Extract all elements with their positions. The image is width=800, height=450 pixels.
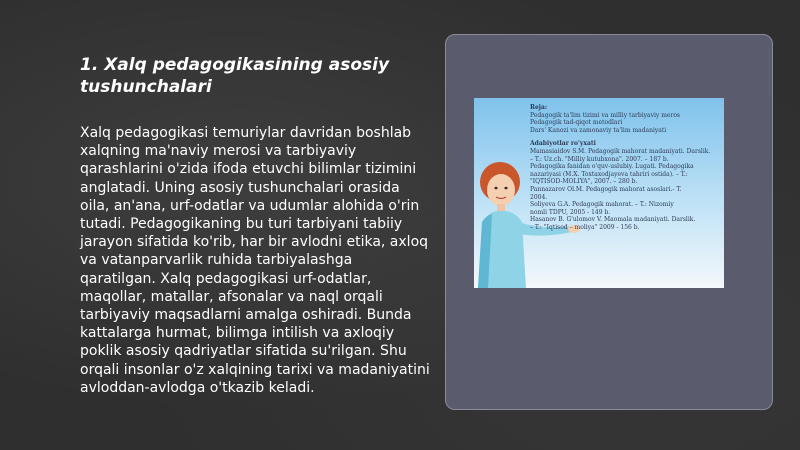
doc-line: – T.: "Iqtisod – moliya" 2009 - 156 b.: [530, 223, 640, 231]
doc-line: nazariyasi (M.X. Toxtaxodjayeva tahriri ostida). – T.:: [530, 170, 688, 178]
doc-line: Pedagogik ta'lim tizimi va milliy tarbiyaviy meros: [530, 111, 681, 119]
slide-title: 1. Xalq pedagogikasining asosiy tushunchalari: [80, 55, 390, 97]
doc-line: Pedagogik tad-qiqot metodlari: [530, 119, 623, 127]
doc-line: nomli TDPU, 2005 - 149 b.: [530, 208, 611, 216]
slide-body-text: Xalq pedagogikasi temuriylar davridan boshlab xalqning ma'naviy merosi va tarbiyaviy qarashlarini o'zida ifoda etuvchi bilimlar tizimini anglatadi. Uning asosiy tushunchalari orasida oila, an'ana, urf-odatlar va udumlar alohida o'rin tutadi. Pedagogikaning bu turi tarbiyani tabiiy jarayon sifatida ko'rib, har bir avlodni etika, axloq va vatanparvarlik ruhida tarbiyalashga qaratilgan. Xalq pedagogikasi urf-odatlar, maqollar, matallar, afsonalar va naql orqali tarbiyaviy maqsadlarni amalga oshiradi. Bunda kattalarga hurmat, bilimga intilish va axloqiy poklik asosiy qadriyatlar sifatida su'rilgan. Shu orqali insonlar o'z xalqining tarixi va madaniyatini avloddan-avlodga o'tkazib keladi.: [80, 125, 430, 396]
doc-line: Adabiyotlar ro'yxati: [530, 140, 596, 148]
slide-image: [474, 98, 724, 288]
doc-line: Pannazarov Ol.M. Pedagogik mahorat asoslari.- T.: [530, 185, 682, 193]
doc-line: Dars' Kanozi va zamonaviy ta'lim madaniyati: [530, 126, 667, 134]
doc-line: Pedagogika fanidan o'quv-uslubiy. Lugati. Pedagogika: [530, 163, 694, 171]
doc-line: Reja:: [530, 104, 548, 111]
doc-line: Hasanov B. G'ulomov V. Maomala madaniyati. Darslik.: [530, 216, 696, 224]
doc-line: Soliyeva G.A. Pedagogik mahorat. – T.: Nizomiy: [530, 201, 674, 209]
doc-line: Mamasiaidov S.M. Pedagogik mahorat madaniyati. Darslik.: [530, 147, 711, 155]
document-text: [530, 104, 720, 232]
doc-line: – T.: Uz.ch. "Milliy kutubxona". 2007. – 187 b.: [530, 155, 669, 163]
doc-line: 2004.: [530, 193, 548, 201]
doc-line: "IQTISOD-MOLIYA", 2007. – 280 b.: [530, 178, 638, 186]
